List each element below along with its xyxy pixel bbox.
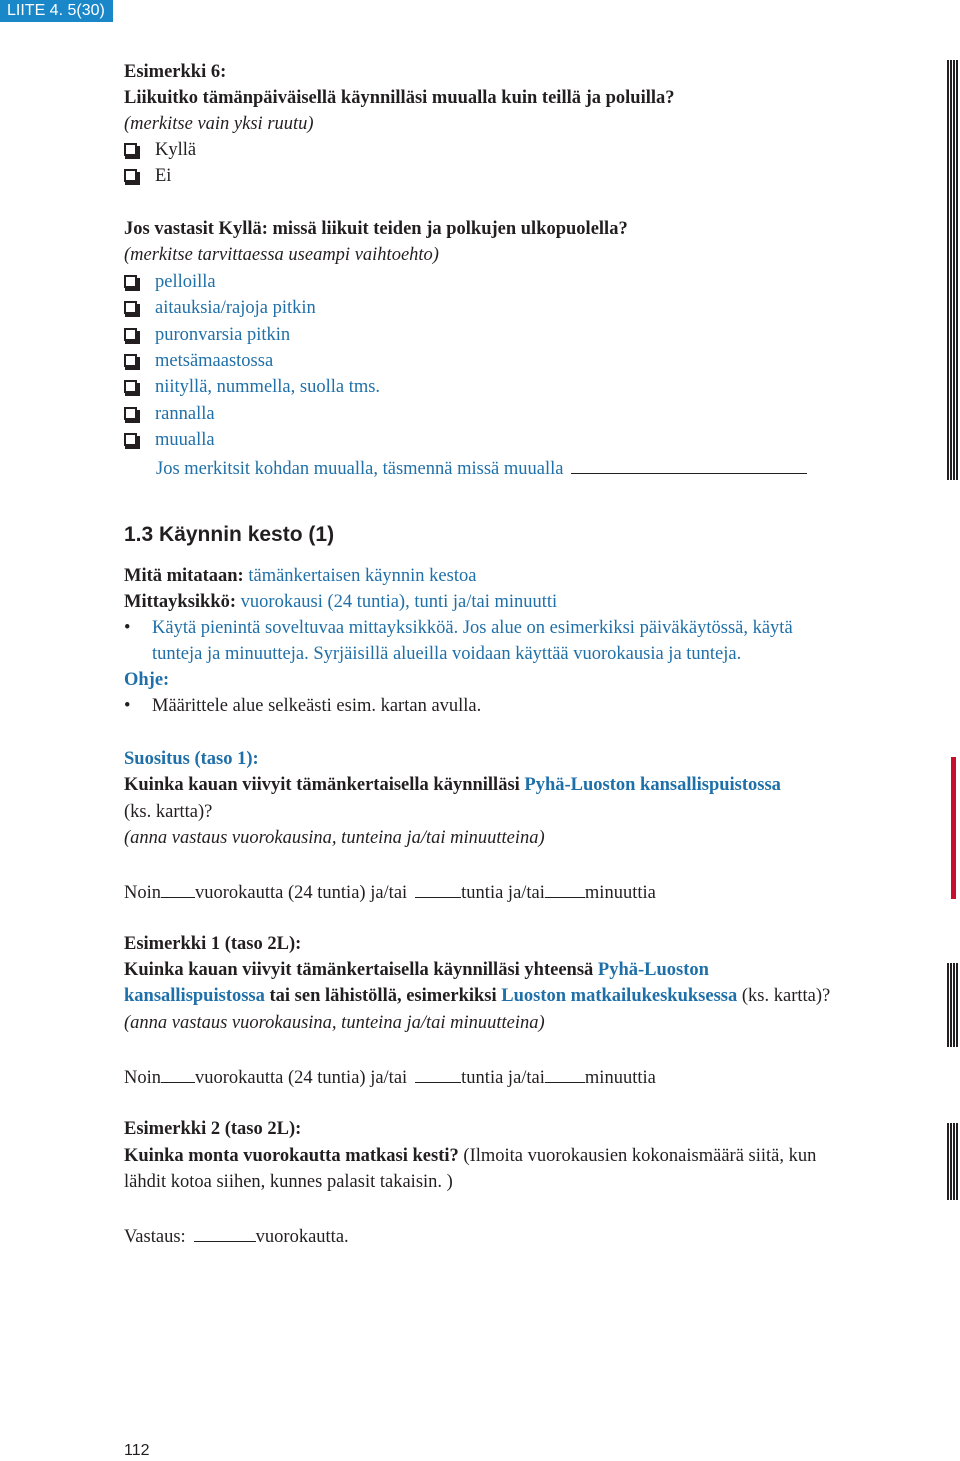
minutes-input[interactable] bbox=[545, 1064, 585, 1083]
example1-instruction: (anna vastaus vuorokausina, tunteina ja/tai minuutteina) bbox=[124, 1013, 545, 1033]
example6-title: Esimerkki 6: bbox=[124, 62, 227, 82]
example6-instruction: (merkitse vain yksi ruutu) bbox=[124, 114, 314, 134]
appendix-label: LIITE 4. 5(30) bbox=[0, 0, 113, 22]
example6-question: Liikuitko tämänpäiväisellä käynnilläsi muualla kuin teillä ja poluilla? bbox=[124, 88, 675, 108]
example2-title: Esimerkki 2 (taso 2L): bbox=[124, 1119, 302, 1139]
hours-input[interactable] bbox=[415, 1064, 461, 1083]
option-ei[interactable]: Ei bbox=[124, 164, 171, 188]
example2-question-cont: lähdit kotoa siihen, kunnes palasit takaisin. ) bbox=[124, 1172, 453, 1192]
checkbox-icon[interactable] bbox=[124, 143, 137, 156]
followup-question: Jos vastasit Kyllä: missä liikuit teiden ja polkujen ulkopuolella? bbox=[124, 219, 628, 239]
option-metsamaastossa[interactable]: metsämaastossa bbox=[124, 349, 273, 373]
bullet-2: • Määrittele alue selkeästi esim. kartan avulla. bbox=[124, 696, 482, 716]
option-muualla[interactable]: muualla bbox=[124, 428, 215, 452]
specify-line: Jos merkitsit kohdan muualla, täsmennä missä muualla bbox=[156, 455, 807, 481]
checkbox-icon[interactable] bbox=[124, 169, 137, 182]
measured-line: Mitä mitataan: tämänkertaisen käynnin kestoa bbox=[124, 566, 477, 586]
example2-answer: Vastaus: vuorokautta. bbox=[124, 1223, 349, 1249]
guide-label: Ohje: bbox=[124, 670, 170, 690]
recommendation-instruction: (anna vastaus vuorokausina, tunteina ja/tai minuutteina) bbox=[124, 828, 545, 848]
days-input[interactable] bbox=[161, 879, 195, 898]
example2-question: Kuinka monta vuorokautta matkasi kesti? (Ilmoita vuorokausien kokonaismäärä siitä, kun bbox=[124, 1146, 817, 1166]
checkbox-icon[interactable] bbox=[124, 275, 137, 288]
checkbox-icon[interactable] bbox=[124, 354, 137, 367]
unit-line: Mittayksikkö: vuorokausi (24 tuntia), tunti ja/tai minuutti bbox=[124, 592, 558, 612]
example1-answer: Noin vuorokautta (24 tuntia) ja/tai tuntia ja/tai minuuttia bbox=[124, 1064, 656, 1090]
option-niitylla[interactable]: niityllä, nummella, suolla tms. bbox=[124, 375, 380, 399]
bullet-1: • Käytä pienintä soveltuvaa mittayksikköä. Jos alue on esimerkiksi päiväkäytössä, käytä bbox=[124, 618, 793, 638]
option-puronvarsia[interactable]: puronvarsia pitkin bbox=[124, 323, 290, 347]
option-aitauksia[interactable]: aitauksia/rajoja pitkin bbox=[124, 296, 316, 320]
checkbox-icon[interactable] bbox=[124, 407, 137, 420]
minutes-input[interactable] bbox=[545, 879, 585, 898]
hours-input[interactable] bbox=[415, 879, 461, 898]
bullet-icon: • bbox=[124, 696, 131, 716]
bullet-icon: • bbox=[124, 618, 131, 638]
recommendation-question: Kuinka kauan viivyit tämänkertaisella käynnilläsi Pyhä-Luoston kansallispuistossa bbox=[124, 775, 781, 795]
answer-input[interactable] bbox=[194, 1223, 256, 1242]
recommendation-answer: Noin vuorokautta (24 tuntia) ja/tai tuntia ja/tai minuuttia bbox=[124, 879, 656, 905]
days-input[interactable] bbox=[161, 1064, 195, 1083]
bullet-1-cont: tunteja ja minuutteja. Syrjäisillä alueilla voidaan käyttää vuorokausia ja tunteja. bbox=[152, 644, 742, 664]
option-rannalla[interactable]: rannalla bbox=[124, 402, 215, 426]
specify-input[interactable] bbox=[571, 455, 807, 474]
followup-instruction: (merkitse tarvittaessa useampi vaihtoehto) bbox=[124, 245, 439, 265]
section-heading: 1.3 Käynnin kesto (1) bbox=[124, 523, 335, 546]
checkbox-icon[interactable] bbox=[124, 328, 137, 341]
example1-question: Kuinka kauan viivyit tämänkertaisella käynnilläsi yhteensä Pyhä-Luoston bbox=[124, 960, 709, 980]
option-kylla[interactable]: Kyllä bbox=[124, 138, 196, 162]
example1-question-cont: kansallispuistossa tai sen lähistöllä, esimerkiksi Luoston matkailukeskuksessa (ks. kartta)? bbox=[124, 986, 831, 1006]
option-pelloilla[interactable]: pelloilla bbox=[124, 270, 216, 294]
example1-title: Esimerkki 1 (taso 2L): bbox=[124, 934, 302, 954]
recommendation-title: Suositus (taso 1): bbox=[124, 749, 259, 769]
checkbox-icon[interactable] bbox=[124, 301, 137, 314]
recommendation-question-cont: (ks. kartta)? bbox=[124, 802, 213, 822]
margin-marker-red bbox=[951, 757, 956, 899]
page-number: 112 bbox=[124, 1442, 150, 1459]
checkbox-icon[interactable] bbox=[124, 380, 137, 393]
checkbox-icon[interactable] bbox=[124, 433, 137, 446]
